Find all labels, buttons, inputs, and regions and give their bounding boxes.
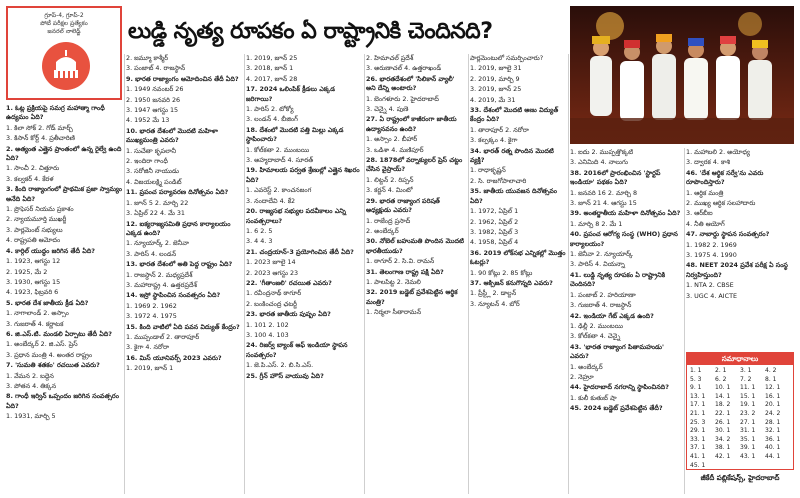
option-text: 4. 1952 మే 13 <box>126 116 170 125</box>
answer-cell: 28. 1 <box>765 418 781 426</box>
option-text: 3. 100 4. 103 <box>246 330 289 339</box>
answer-cell: 37. 1 <box>690 444 706 452</box>
question-text: 37. ఆక్సిజన్ కనుగొన్నది ఎవరు? <box>470 278 553 287</box>
answer-cell: 45. 1 <box>690 461 706 469</box>
option-text: 4. రాష్ట్రపతి ఆమోదం <box>6 236 61 245</box>
question-text: 5. భారత దేశ జాతీయ క్రీడ ఏది? <box>6 298 89 307</box>
option-text: 3. గుజరాత్ 4. కర్ణాటక <box>6 319 64 328</box>
option-text: 1. రాజస్థాన్ 2. మధ్యప్రదేశ్ <box>126 270 193 279</box>
answer-cell: 8. 1 <box>765 375 777 383</box>
logo-line-3: జనరల్ నాలెడ్జ్ <box>47 28 81 35</box>
dance-scene-icon <box>570 6 794 144</box>
publisher-credit: జీకేదీ పబ్లికేషన్స్, హైదరాబాద్ <box>700 474 780 482</box>
answer-cell: 10. 1 <box>715 384 731 392</box>
answer-cell: 6. 2 <box>715 375 727 383</box>
option-text: 1. ప్రొఫెసర్ నియమ ప్రకాశం <box>6 205 74 214</box>
option-text: 3. 1972 4. 1975 <box>126 312 177 321</box>
option-text: 1. 1949 నవంబర్ 26 <box>126 85 184 94</box>
folk-dance-photo <box>570 6 794 144</box>
option-text: 1. 1969 2. 1962 <box>126 301 177 310</box>
answer-cell: 12. 1 <box>765 384 781 392</box>
question-column-1 <box>6 104 122 494</box>
question-column-5 <box>470 54 566 494</box>
option-text: 3. పారిస్ 4. లండన్ <box>126 249 177 258</box>
question-text: 17. 2024 ఒలింపిక్ క్రీడలు ఎక్కడ జరిగాయి? <box>246 85 335 103</box>
section-logo <box>6 6 122 100</box>
option-text: 4. 2019, మే 31 <box>470 95 516 104</box>
option-text: 3. పంజాబ్ 4. రాజస్థాన్ <box>126 64 186 73</box>
option-text: 3. ఎనిమిది 4. నాలుగు <box>570 158 628 167</box>
logo-line-1: గ్రూప్-4, గ్రూప్-2 <box>44 12 84 19</box>
question-text: 34. భారత్ రత్న పొందిన మొదటి వ్యక్తి? <box>470 146 554 165</box>
option-text: 2. హిమాచల్ ప్రదేశ్ <box>366 54 414 62</box>
option-text: 1. అంబేద్కర్ 2. జి.ఎస్. ప్రెస్ <box>6 340 78 349</box>
question-text: 42. ఇండియా గేట్ ఎక్కడ ఉంది? <box>570 311 654 320</box>
answer-cell: 3. 1 <box>740 367 752 374</box>
option-text: 3. జూన్ 21 4. ఆగస్టు 15 <box>570 199 637 208</box>
question-text: 23. భారత జాతీయ పుష్పం ఏది? <box>246 310 331 319</box>
option-text: 3. ఆర్‌బీఐ <box>686 209 713 218</box>
question-text: 26. భారతదేశంలో 'సిలికాన్ వ్యాలీ' అని దేన్ని అంటారు? <box>366 74 455 93</box>
option-text: 3. పారిస్ 4. వియన్నా <box>570 260 625 269</box>
option-text: 1. కోల్‌కతా 2. ముంబయి <box>246 145 310 154</box>
question-text: 39. అంతర్జాతీయ మహిళా దినోత్సవం ఏది? <box>570 209 681 218</box>
answer-key-grid <box>687 365 793 472</box>
option-text: 3. పోతన 4. తిక్కన <box>6 381 57 390</box>
question-text: 13. భారత దేశంలో అతి పెద్ద రాష్ట్రం ఏది? <box>126 260 233 269</box>
answer-key-title: సమాధానాలు <box>687 353 793 365</box>
answer-cell: 5. 3 <box>690 375 702 383</box>
answer-cell: 39. 1 <box>740 444 756 452</box>
option-text: 3. కైగా 4. నరోరా <box>126 343 170 352</box>
column-divider <box>568 54 569 494</box>
option-text: 1. సాంచీ 2. చిత్తూరు <box>6 164 60 173</box>
question-text: 30. నోబెల్ బహుమతి పొందిన మొదటి భారతీయుడు? <box>366 237 464 255</box>
option-text: పార్లమెంటులో సమర్పించారు? <box>470 54 544 62</box>
answer-key <box>686 352 794 470</box>
option-text: 3. సరోజినీ నాయుడు <box>126 167 179 176</box>
parliament-icon <box>42 42 90 90</box>
option-text: 3. న్యూటన్ 4. బోర్ <box>470 299 520 308</box>
question-text: 22. 'గీతాంజలి' రచయిత ఎవరు? <box>246 278 332 287</box>
option-text: 3. గుజరాత్ 4. రాజస్థాన్ <box>570 301 632 310</box>
question-text: 46. 'దేశ ఆర్థిక సర్వే'ను ఎవరు రూపొందిస్తారు? <box>686 168 764 187</box>
option-text: 4. విజయలక్ష్మి పండిట్ <box>126 177 182 186</box>
answer-cell: 7. 2 <box>740 375 752 383</box>
question-text: 28. 1878లో వర్నాక్యులర్ ప్రెస్ చట్టం చేసిన వైస్రాయ్? <box>366 156 463 174</box>
question-text: 9. భారత రాజ్యాంగం ఆమోదించిన తేదీ ఏది? <box>126 74 239 83</box>
answer-cell: 2. 1 <box>715 367 727 374</box>
option-text: 3. కర్జన్ 4. మింటో <box>366 186 413 195</box>
question-text: 41. లుడ్డి నృత్య రూపకం ఏ రాష్ట్రానికి చెందినది? <box>570 270 666 289</box>
option-text: 1. న్యూయార్క్ 2. జెనీవా <box>126 239 189 248</box>
question-text: 6. జి.ఎస్.టి. మండలి ఏర్పాటు తేదీ ఏది? <box>6 329 112 338</box>
option-text: 3. ద్వారక 4. కాశి <box>686 158 731 167</box>
option-text: 2. 1962, ఏప్రిల్ 2 <box>470 217 519 226</box>
option-text: 1. ఆర్థిక మంత్రి <box>686 188 724 197</box>
option-text: 1. తారాపూర్ 2. నరోరా <box>470 125 529 134</box>
option-text: 3. UGC 4. AICTE <box>686 291 738 300</box>
question-text: 36. 2019 లోక్‌సభ ఎన్నికల్లో మొత్తం ఓటర్లు? <box>470 248 566 267</box>
question-text: 29. భారత రాజ్యాంగ పరిషత్ అధ్యక్షుడు ఎవరు? <box>366 196 440 215</box>
question-text: 15. కింది వాటిలో ఏది పవన విద్యుత్ కేంద్రం? <box>126 322 240 331</box>
question-column-2 <box>126 54 242 494</box>
question-text: 25. గ్రీన్ హౌస్ వాయువు ఏది? <box>246 371 324 380</box>
option-text: 3. అరుణాచల్ 4. ఉత్తరాఖండ్ <box>366 64 442 73</box>
option-text: 3. లండన్ 4. బీజింగ్ <box>246 115 298 124</box>
option-text: 1. 2019, జూన్ 25 <box>246 54 298 62</box>
option-text: 1. కులీ కుతుబ్ షా <box>570 393 617 402</box>
answer-cell: 41. 1 <box>690 452 706 460</box>
option-text: 3. కోల్‌కతా 4. చెన్నై <box>570 332 621 341</box>
logo-text <box>8 12 120 36</box>
option-text: 1. 90 కోట్లు 2. 85 కోట్లు <box>470 268 533 277</box>
question-text: 47. నాబార్డు స్థాపన సంవత్సరం? <box>686 230 770 239</box>
option-text: 1. జెనీవా 2. న్యూయార్క్ <box>570 250 633 259</box>
option-text: 1. 1931, మార్చి 5 <box>6 412 56 421</box>
question-text: 7. 'సుమతి శతకం' రచయిత ఎవరు? <box>6 361 100 370</box>
option-text: 3. కిసాన్ కోర్ట్ 4. ప్రతీచారిణి <box>6 134 75 143</box>
answer-cell: 1. 1 <box>690 367 702 374</box>
question-text: 48. NEET 2024 ప్రవేశ పరీక్ష ఏ సంస్థ నిర్వహిస్తుంది? <box>686 261 788 279</box>
answer-cell: 33. 1 <box>690 435 706 443</box>
answer-cell: 15. 1 <box>740 392 756 400</box>
option-text: 2. 2023 ఆగస్టు 23 <box>246 268 299 277</box>
question-text: 31. తెలంగాణ రాష్ట్ర పక్షి ఏది? <box>366 267 444 276</box>
answer-cell: 14. 1 <box>715 392 731 400</box>
option-text: 3. 2018, జూన్ 1 <box>246 64 294 73</box>
option-text: 3. అహ్మదాబాద్ 4. సూరత్ <box>246 156 314 165</box>
answer-cell: 24. 2 <box>765 409 781 417</box>
parliament-emblem-icon <box>42 42 90 90</box>
option-text: 1. మార్చి 8 2. మే 1 <box>570 219 623 228</box>
option-text: 4. 1958, ఏప్రిల్ 4 <box>470 238 519 247</box>
option-text: 2. ముఖ్య ఆర్థిక సలహాదారు <box>686 199 756 208</box>
question-column-3 <box>246 54 362 494</box>
answer-cell: 20. 1 <box>765 401 781 409</box>
option-text: 1. NTA 2. CBSE <box>686 281 734 290</box>
option-text: 1. ప్రీస్ట్లీ 2. డాల్టన్ <box>470 289 517 298</box>
question-text: 8. గాంధీ ఇర్విన్ ఒప్పందం జరిగిన సంవత్సరం ఏది? <box>6 392 119 410</box>
question-text: 27. ఏ రాష్ట్రంలో కాజీరంగా జాతీయ ఉద్యానవనం ఉంది? <box>366 115 457 133</box>
question-text: 44. హైదరాబాద్ నగరాన్ని స్థాపించినది? <box>570 383 669 392</box>
question-text: 12. ఐక్యరాజ్యసమితి ప్రధాన కార్యాలయం ఎక్కడ ఉంది? <box>126 219 231 237</box>
option-text: 1. మహాబలి 2. అయోధ్య <box>686 148 750 156</box>
option-text: 1. అంబేద్కర్ <box>570 362 603 371</box>
answer-cell: 21. 1 <box>690 409 706 417</box>
answer-cell: 30. 1 <box>715 427 731 435</box>
option-text: 3. ఒడిశా 4. మణిపూర్ <box>366 145 424 154</box>
column-divider <box>364 54 365 494</box>
option-text: 3. 2019, జూన్ 25 <box>470 85 522 94</box>
option-text: 1. జూన్ 5 2. మార్చి 22 <box>126 198 189 207</box>
question-text: 11. ప్రపంచ పర్యావరణ దినోత్సవం ఏది? <box>126 188 229 197</box>
option-text: 4. 2017, జూన్ 28 <box>246 74 298 83</box>
question-column-6 <box>570 148 682 494</box>
option-text: 2. జమ్మూ కాశ్మీర్ <box>126 54 168 62</box>
option-text: 1. రవీంద్రనాథ్ ఠాగూర్ <box>246 289 302 298</box>
answer-cell: 29. 1 <box>690 427 706 435</box>
option-text: 1. లిట్టన్ 2. రిప్పన్ <box>366 175 414 184</box>
option-text: 2. 2019, మార్చి 9 <box>470 74 520 83</box>
option-text: 1. 2019, జూలై 31 <box>470 64 522 73</box>
question-text: 18. దేశంలో మొదటి పత్తి మిల్లు ఎక్కడ స్థాపించారు? <box>246 125 344 144</box>
answer-cell: 27. 1 <box>740 418 756 426</box>
option-text: 1. పాలపిట్ట 2. నెమలి <box>366 277 421 286</box>
question-text: 32. 2019 బడ్జెట్ ప్రవేశపెట్టిన ఆర్థిక మంత్రి? <box>366 288 458 306</box>
option-text: 1. 2023 జూలై 14 <box>246 258 296 267</box>
question-text: 14. ఇస్రో స్థాపించిన సంవత్సరం ఏది? <box>126 291 221 300</box>
question-text: 35. జాతీయ యువజన దినోత్సవం ఏది? <box>470 187 557 205</box>
answer-cell <box>765 462 790 471</box>
answer-cell: 42. 1 <box>715 452 731 460</box>
question-text: 40. ప్రపంచ ఆరోగ్య సంస్థ (WHO) ప్రధాన కార్యాలయం? <box>570 230 678 248</box>
answer-cell: 34. 2 <box>715 435 731 443</box>
answer-cell: 31. 1 <box>740 427 756 435</box>
answer-cell: 43. 1 <box>740 452 756 460</box>
option-text: 2. నెహ్రూ <box>570 372 594 381</box>
option-text: 2. అంబేద్కర్ <box>366 226 399 235</box>
option-text: 4. 1923, ఫిబ్రవరి 6 <box>6 288 59 297</box>
option-text: 1. 1972, ఏప్రిల్ 1 <box>470 207 519 216</box>
option-text: 1. 1923, ఆగస్టు 12 <box>6 257 61 266</box>
option-text: 1. 6 2. 5 <box>246 226 273 235</box>
question-text: 4. కార్గిల్ యుద్ధం జరిగిన తేదీ ఏది? <box>6 246 95 255</box>
option-text: 1. 1982 2. 1969 <box>686 240 737 249</box>
question-text: 33. దేశంలో మొదటి అణు విద్యుత్ కేంద్రం ఏది? <box>470 106 559 124</box>
option-text: 3. కల్వకర్ 4. కేరళ <box>6 174 54 183</box>
answer-cell: 40. 1 <box>765 444 781 452</box>
answer-cell: 9. 1 <box>690 384 702 392</box>
option-text: 1. ఢిల్లీ 2. ముంబయి <box>570 321 623 330</box>
answer-cell: 16. 1 <box>765 392 781 400</box>
option-text: 2. సి. రాజగోపాలాచారి <box>470 176 527 185</box>
question-text: 38. 2016లో ప్రారంభించిన 'స్టార్టప్ ఇండియా' పథకం ఏది? <box>570 168 661 187</box>
option-text: 1. ఎవరెస్ట్ 2. కాంచనజంగ <box>246 186 312 195</box>
question-text: 10. భారత దేశంలో మొదటి మహిళా ముఖ్యమంత్రి ఎవరు? <box>126 126 218 145</box>
column-divider <box>244 54 245 494</box>
option-text: 3. కల్పక్కం 4. కైగా <box>470 136 518 145</box>
answer-cell: 17. 1 <box>690 401 706 409</box>
answer-cell: 4. 2 <box>765 367 777 374</box>
answer-cell: 32. 1 <box>765 427 781 435</box>
answer-cell: 11. 1 <box>740 384 756 392</box>
option-text: 3. పార్లమెంట్ సభ్యులు <box>6 225 63 234</box>
question-text: 1. ఓట్ల ప్రక్రియపై సమగ్ర మహాత్మా గాంధీ ఉద్యమం ఏది? <box>6 104 105 122</box>
option-text: 1. ఐదు 2. ముప్పత్తొక్కటి <box>570 148 634 156</box>
answer-cell <box>740 462 765 471</box>
option-text: 1. కిలా సోక్ 2. గోడ్ మార్చ్ <box>6 123 73 132</box>
option-text: 1. జనవరి 16 2. మార్చి 8 <box>570 188 638 197</box>
question-text: 24. రిజర్వ్ బ్యాంక్ ఆఫ్ ఇండియా స్థాపన సంవత్సరం? <box>246 341 348 359</box>
option-text: 4. నీతి ఆయోగ్ <box>686 219 725 228</box>
answer-cell: 19. 1 <box>740 401 756 409</box>
option-text: 1. ఠాగూర్ 2. సి.వి. రామన్ <box>366 257 435 266</box>
answer-cell: 25. 3 <box>690 418 706 426</box>
answer-cell: 23. 2 <box>740 409 756 417</box>
column-divider <box>124 54 125 494</box>
answer-cell: 36. 1 <box>765 435 781 443</box>
option-text: 1. పారిస్ 2. టోక్యో <box>246 105 294 114</box>
option-text: 3. 4 4. 3 <box>246 237 273 246</box>
option-text: 1. నిర్మలా సీతారామన్ <box>366 308 422 317</box>
option-text: 1. రాజేంద్ర ప్రసాద్ <box>366 216 411 225</box>
question-text: 16. మిస్ యూనివర్స్ 2023 ఎవరు? <box>126 353 222 362</box>
option-text: 1. అస్సాం 2. బీహార్ <box>366 135 418 144</box>
question-column-4 <box>366 54 466 494</box>
option-text: 3. 1947 ఆగస్టు 15 <box>126 106 179 115</box>
question-text: 21. చంద్రయాన్-3 ప్రయోగించిన తేదీ ఏది? <box>246 247 354 256</box>
option-text: 1. నాగాలాండ్ 2. అస్సాం <box>6 309 69 318</box>
option-text: 1. సుచేతా కృపలానీ <box>126 146 177 155</box>
question-text: 3. కింది రాజ్యాంగంలో ప్రాథమిక ప్రజా స్వామ్యం అనేది ఏది? <box>6 185 122 203</box>
question-text: 45. 2024 బడ్జెట్ ప్రవేశపెట్టిన తేదీ? <box>570 404 663 413</box>
option-text: 2. బంకించంద్ర ఛటర్జీ <box>246 299 297 308</box>
option-text: 2. 1925, మే 2 <box>6 267 48 276</box>
answer-cell: 35. 1 <box>740 435 756 443</box>
option-text: 2. 1950 జనవరి 26 <box>126 95 181 104</box>
option-text: 1. జె.పి.ఎస్. 2. బి.సి.ఎస్. <box>246 361 314 370</box>
option-text: 3. చెన్నై 4. పుణె <box>366 105 409 114</box>
option-text: 3. నందాదేవి 4. కే2 <box>246 196 296 205</box>
question-text: 43. 'భారత రాజ్యాంగ పితామహుడు' ఎవరు? <box>570 342 664 361</box>
question-text: 20. రాజ్యసభ సభ్యుల పదవీకాలం ఎన్ని సంవత్సరాలు? <box>246 207 346 225</box>
column-divider <box>468 54 469 494</box>
answer-cell: 13. 1 <box>690 392 706 400</box>
question-text: 19. హిమాలయ పర్వత శ్రేణుల్లో ఎత్తైన శిఖరం ఏది? <box>246 166 360 184</box>
answer-cell: 38. 1 <box>715 444 731 452</box>
answer-cell: 26. 1 <box>715 418 731 426</box>
answer-cell: 44. 1 <box>765 452 781 460</box>
page-title: లుడ్డి నృత్య రూపకం ఏ రాష్ట్రానికి చెందినది? <box>128 19 493 44</box>
option-text: 1. 101 2. 102 <box>246 320 289 329</box>
answer-cell <box>715 462 740 471</box>
column-divider <box>684 148 685 494</box>
option-text: 1. రాధాకృష్ణన్ <box>470 166 506 175</box>
option-text: 1. 2019, జూన్ 1 <box>126 364 174 373</box>
logo-line-2: పోటీ పరీక్షల ప్రత్యేకం <box>40 20 88 27</box>
option-text: 3. 1930, ఆగస్టు 15 <box>6 277 61 286</box>
option-text: 3. 1975 4. 1990 <box>686 251 737 260</box>
answer-cell: 22. 1 <box>715 409 731 417</box>
answer-cell: 18. 2 <box>715 401 731 409</box>
option-text: 3. 1982, ఏప్రిల్ 3 <box>470 227 519 236</box>
option-text: 2. న్యాయమూర్తి ముఖర్జీ <box>6 215 67 224</box>
option-text: 3. మహారాష్ట్ర 4. ఉత్తరప్రదేశ్ <box>126 280 198 289</box>
option-text: 3. ఏప్రిల్ 22 4. మే 31 <box>126 209 185 218</box>
question-text: 2. అత్యంత ఎత్తైన ప్రాంతంలో ఉన్న రైల్వే ఉంది ఏది? <box>6 144 122 163</box>
option-text: 1. ముప్పండాల్ 2. తారాపూర్ <box>126 332 200 341</box>
option-text: 2. ఇందిరా గాంధీ <box>126 157 168 166</box>
option-text: 1. వేమన 2. బద్దెన <box>6 371 54 380</box>
question-column-7 <box>686 148 794 348</box>
option-text: 1. పంజాబ్ 2. హరియాణా <box>570 290 636 299</box>
option-text: 1. బెంగళూరు 2. హైదరాబాద్ <box>366 94 439 103</box>
option-text: 3. ప్రధాన మంత్రి 4. అంతర రాష్ట్రం <box>6 350 93 359</box>
